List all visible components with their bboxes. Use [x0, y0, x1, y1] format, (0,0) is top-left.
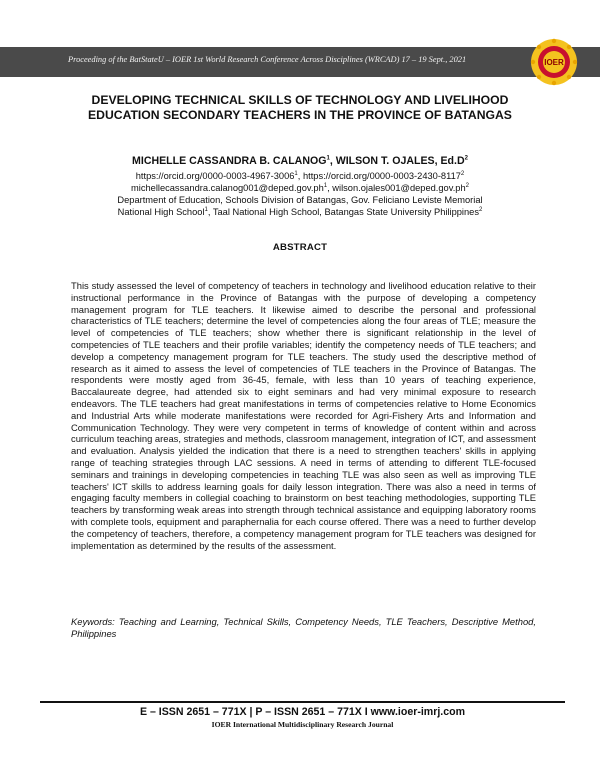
abstract-body: This study assessed the level of competency of teachers in technology and livelihood education relative to their instructional performance in the Province of Batangas with the purpose of developing a competency management program for TLE teachers. It likewise aimed to describe the personal and professional characteristics of TLE teachers; determine the level of competencies along the four areas of TLE; measure the level of competencies of TLE teachers; show whether there is significant relationship in the level of competencies of TLE teachers and their profile variables; identify the competency needs of TLE teachers; and develop a competency management program for TLE teachers. The study used the descriptive method of research as it aimed to assess the level of competencies of TLE teachers in the Province of Batangas. The respondents were mostly aged from 36-45, female, with less than 10 years of teaching experience, Baccalaureate degree, had attended six to eight seminars and had very minimal exposure to research endeavors. The TLE teachers had great manifestations in terms of competencies relative to Home Economics and Industrial Arts while moderate manifestations were recorded for Agri-Fishery Arts and Information and Communication Technology. They were very competent in terms of knowledge of content within and across curriculum teaching areas, strategies and methods, classroom management, integration of ICT, and assessment and evaluation. Analysis yielded the indication that there is a need to strengthen teachers' skills in applying range of teaching strategies through LAC sessions. A need in terms of attending to different TLE-focused seminars and trainings in developing competencies in teaching TLE was also seen as well as improving TLE teachers' ICT skills to address learning goals for daily lesson integration. There was also a need in terms of engaging faculty members in collegial coaching to brainstorm on best teaching methodologies, supporting TLE teachers by transforming weak areas into strength through technical assistance and equipping laboratory rooms with complete tools, equipment and paraphernalia for each course offered. There was a need to further develop the competency of teachers, therefore, a competency management program for TLE teachers was designed for implementation as determined by the results of the assessment.: [71, 280, 536, 551]
email-2[interactable]: wilson.ojales001@deped.gov.ph: [332, 183, 466, 193]
orcid-2[interactable]: https://orcid.org/0000-0003-2430-8117: [302, 171, 461, 181]
author-1: MICHELLE CASSANDRA B. CALANOG: [132, 155, 327, 167]
paper-title: DEVELOPING TECHNICAL SKILLS OF TECHNOLOGY AND LIVELIHOOD EDUCATION SECONDARY TEACHERS IN THE PROVINCE OF BATANGAS: [88, 93, 512, 122]
footer-journal: IOER International Multidisciplinary Research Journal: [211, 720, 394, 729]
authors: MICHELLE CASSANDRA B. CALANOG$^1$, WILSON T. OJALES, $Ed.D^2$: [132, 155, 468, 167]
running-header: Proceeding of the BatStateU – IOER 1st World Research Conference Across Disciplines (WRCAD) 17 – 19 Sept., 2021: [68, 55, 467, 64]
affiliation-line-1: Department of Education, Schools Division of Batangas, Gov. Feliciano Leviste Memorial: [117, 195, 483, 205]
email-1[interactable]: michellecassandra.calanog001@deped.gov.ph: [131, 183, 324, 193]
footer-divider: [40, 701, 565, 703]
orcid-line: https://orcid.org/0000-0003-4967-3006$^1$, https://orcid.org/0000-0003-2430-8117$^2$: [135, 170, 465, 181]
abstract-heading: ABSTRACT: [272, 242, 328, 253]
email-line: $michellecassandra.calanog001@deped.gov.ph^1$, $wilson.ojales001@deped.gov.ph^2$: [131, 182, 469, 193]
author-2: WILSON T. OJALES, Ed.D: [335, 155, 465, 167]
orcid-1[interactable]: https://orcid.org/0000-0003-4967-3006: [135, 171, 295, 181]
logo-text: IOER: [544, 58, 564, 67]
affiliation-line-2: National High School$^1$, Taal National High School, Batangas State University Philippines$^2$: [117, 206, 483, 217]
footer-issn: E – ISSN 2651 – 771X | P – ISSN 2651 – 771X I www.ioer-imrj.com: [139, 706, 466, 718]
keywords: Keywords: Teaching and Learning, Technical Skills, Competency Needs, TLE Teachers, Descriptive Method, Philippines: [71, 616, 536, 639]
ioer-logo-icon: [530, 38, 578, 86]
